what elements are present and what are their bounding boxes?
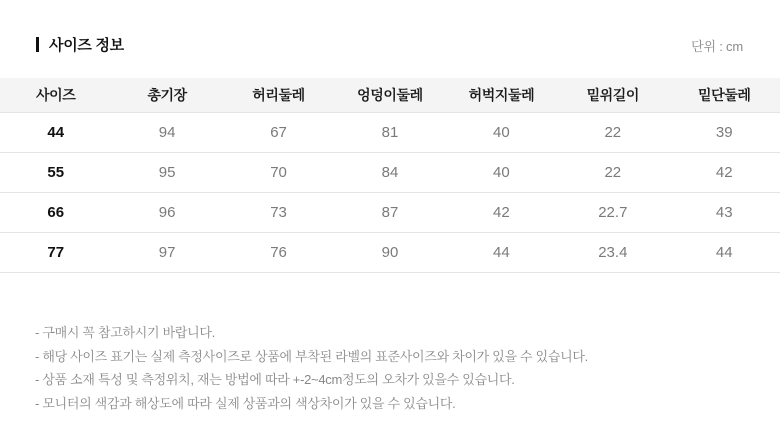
size-table	[0, 78, 780, 273]
table-row	[0, 193, 780, 233]
col-header-total-length: 총기장	[111, 78, 222, 113]
cell-waist: 73	[223, 193, 334, 233]
table-header-row	[0, 78, 780, 113]
cell-size: 77	[0, 233, 111, 273]
cell-hem: 43	[669, 193, 780, 233]
cell-hem: 39	[669, 113, 780, 153]
note-line: - 해당 사이즈 표기는 실제 측정사이즈로 상품에 부착된 라벨의 표준사이즈와 차이가 있을 수 있습니다.	[35, 348, 588, 364]
cell-waist: 67	[223, 113, 334, 153]
cell-rise: 22	[557, 153, 668, 193]
cell-hem: 44	[669, 233, 780, 273]
col-header-size: 사이즈	[0, 78, 111, 113]
section-title	[36, 34, 124, 55]
title-accent-bar-icon	[36, 37, 39, 52]
cell-total-length: 95	[111, 153, 222, 193]
unit-label: 단위 : cm	[691, 39, 743, 54]
col-header-rise: 밑위길이	[557, 78, 668, 113]
cell-rise: 22	[557, 113, 668, 153]
cell-hip: 90	[334, 233, 445, 273]
cell-waist: 70	[223, 153, 334, 193]
note-line: - 모니터의 색감과 해상도에 따라 실제 상품과의 색상차이가 있을 수 있습니다.	[35, 395, 456, 411]
col-header-thigh: 허벅지둘레	[446, 78, 557, 113]
cell-rise: 23.4	[557, 233, 668, 273]
cell-total-length: 97	[111, 233, 222, 273]
cell-thigh: 44	[446, 233, 557, 273]
note-line: - 구매시 꼭 참고하시기 바랍니다.	[35, 325, 215, 340]
note-line: - 상품 소재 특성 및 측정위치, 재는 방법에 따라 +-2~4cm정도의 오차가 있을수 있습니다.	[35, 372, 515, 387]
cell-hip: 87	[334, 193, 445, 233]
cell-hip: 84	[334, 153, 445, 193]
size-notes	[35, 321, 780, 415]
cell-thigh: 40	[446, 153, 557, 193]
table-row	[0, 233, 780, 273]
cell-hem: 42	[669, 153, 780, 193]
cell-thigh: 42	[446, 193, 557, 233]
col-header-waist: 허리둘레	[223, 78, 334, 113]
cell-total-length: 94	[111, 113, 222, 153]
cell-waist: 76	[223, 233, 334, 273]
table-row	[0, 153, 780, 193]
col-header-hip: 엉덩이둘레	[334, 78, 445, 113]
cell-rise: 22.7	[557, 193, 668, 233]
table-row	[0, 113, 780, 153]
cell-thigh: 40	[446, 113, 557, 153]
cell-hip: 81	[334, 113, 445, 153]
section-title-text: 사이즈 정보	[49, 37, 124, 54]
cell-size: 44	[0, 113, 111, 153]
col-header-hem: 밑단둘레	[669, 78, 780, 113]
section-header	[0, 0, 780, 55]
cell-size: 66	[0, 193, 111, 233]
cell-total-length: 96	[111, 193, 222, 233]
cell-size: 55	[0, 153, 111, 193]
